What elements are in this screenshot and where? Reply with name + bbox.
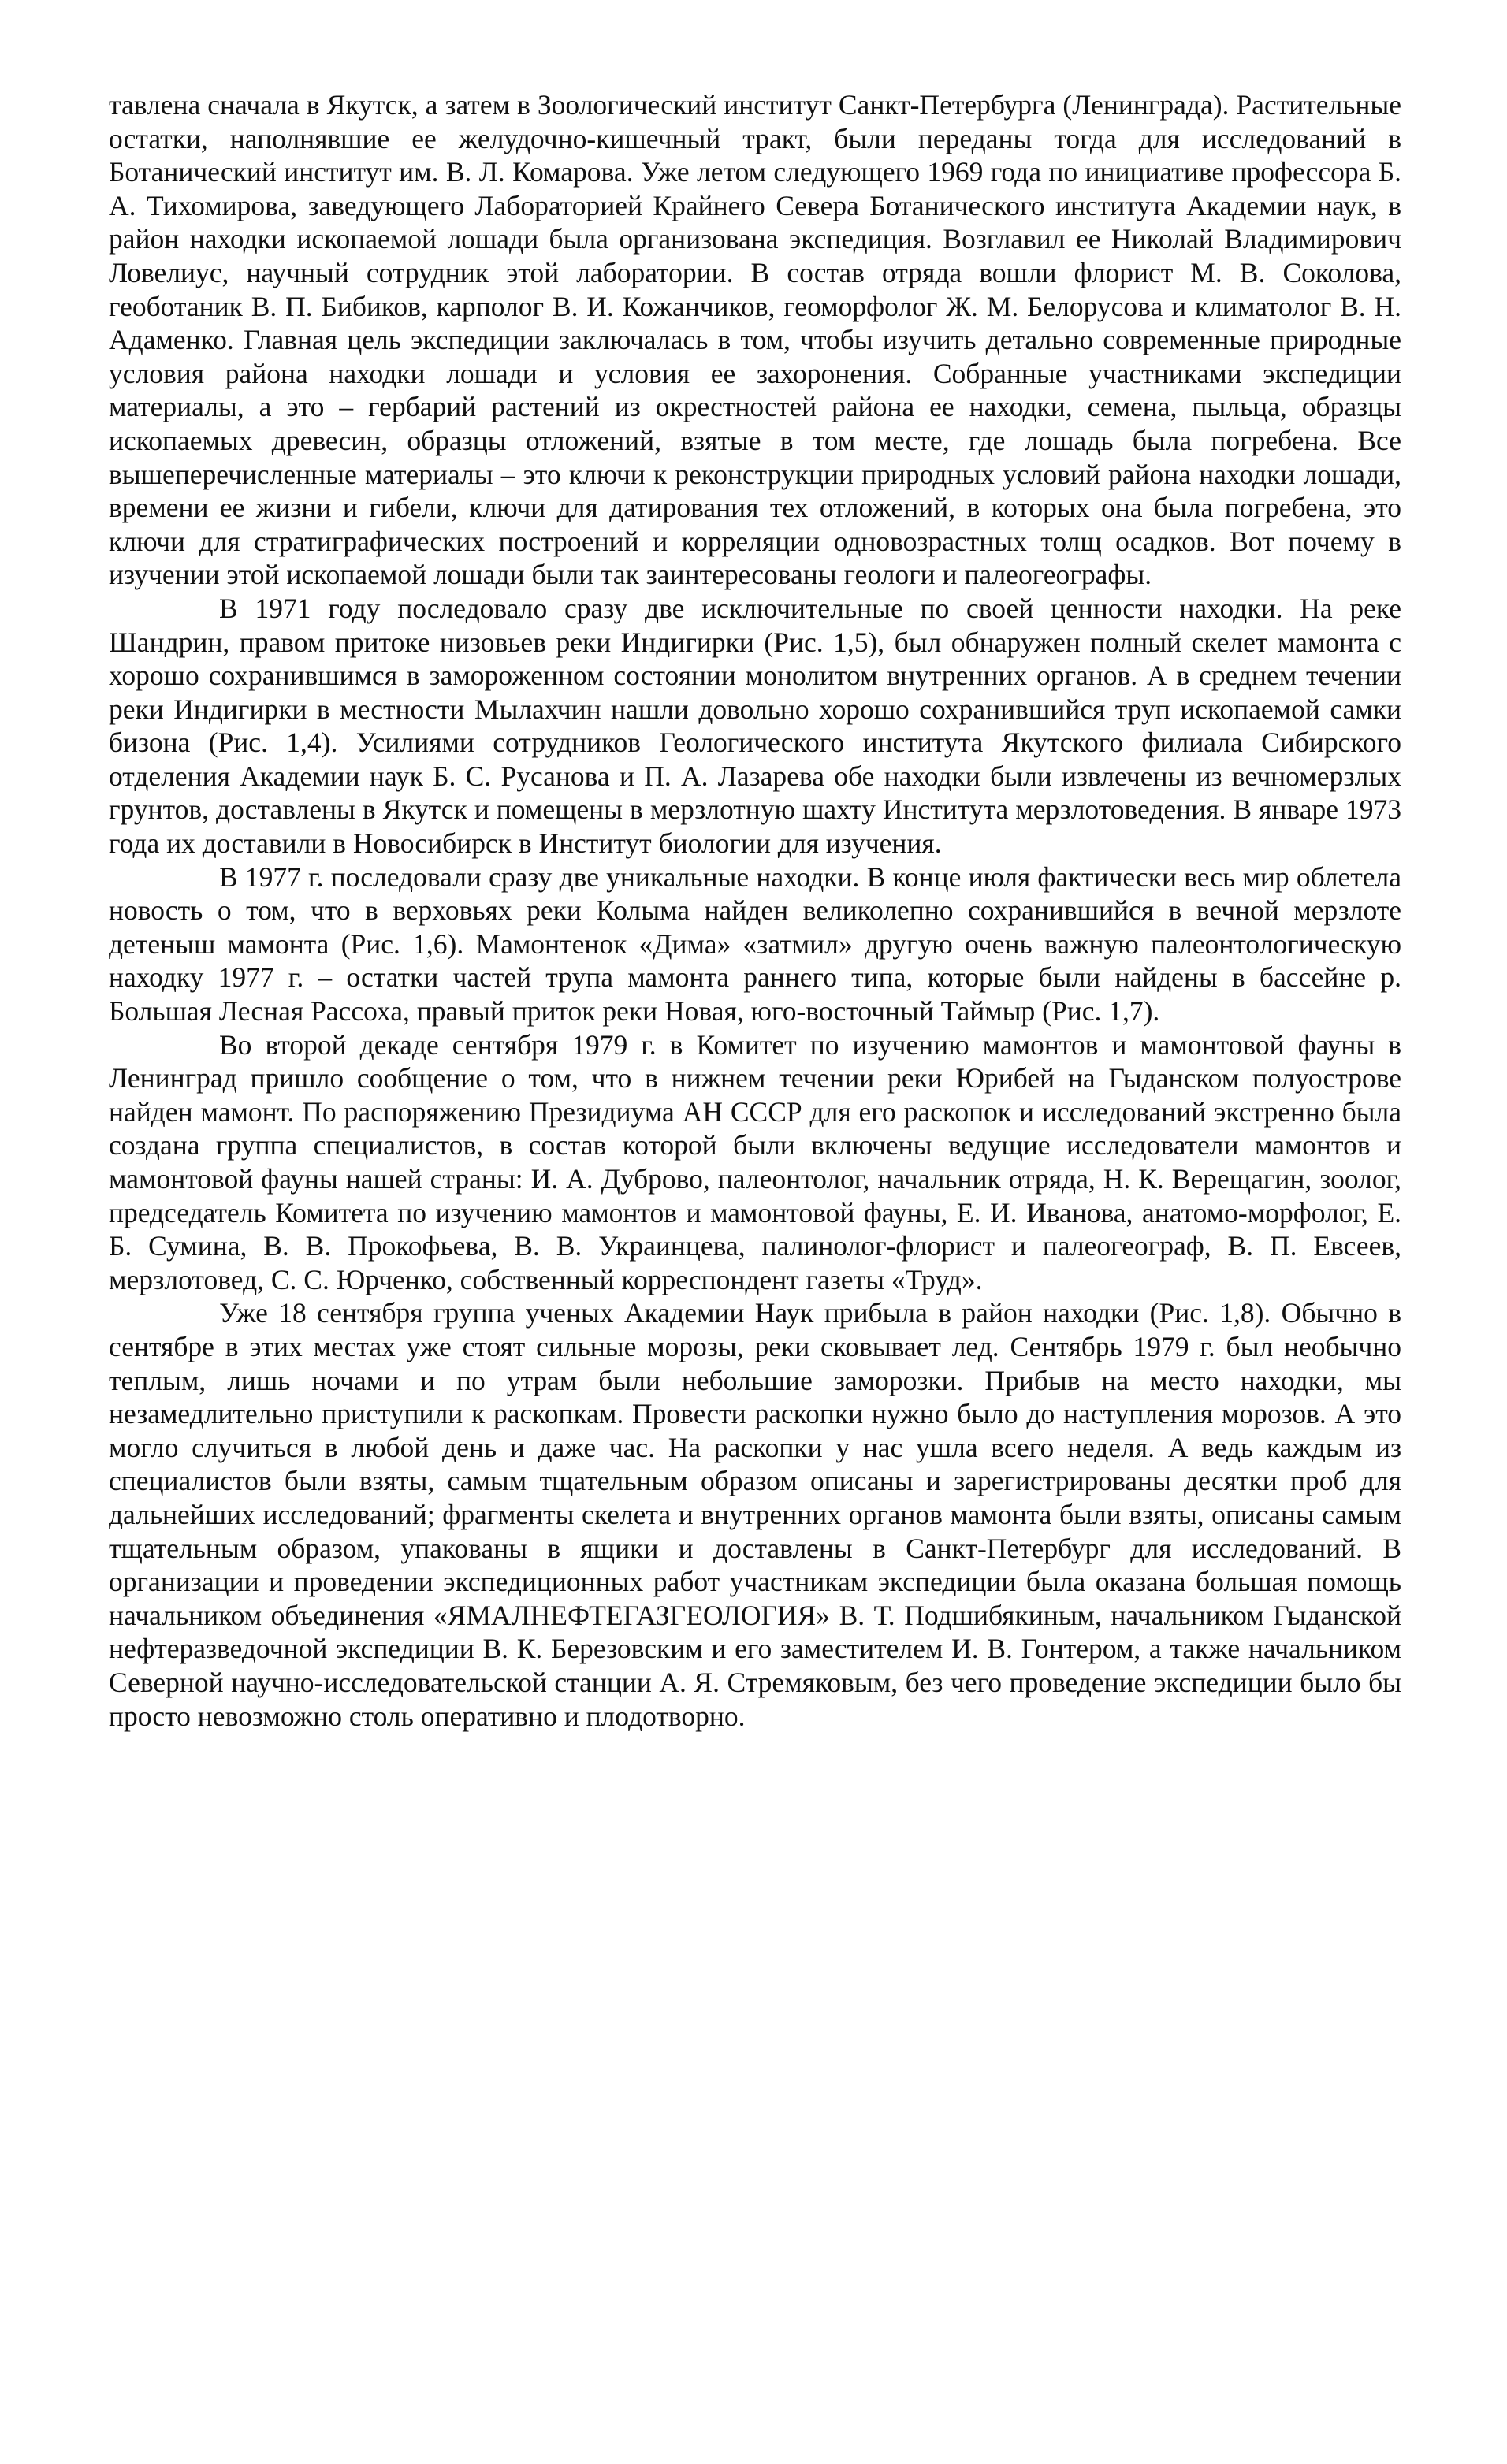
paragraph-1971-finds: В 1971 году последовало сразу две исключительные по своей ценности находки. На реке Шандрин, правом притоке низовьев реки Индигирки (Рис. 1,5), был обнаружен полный скелет мамонта с хорошо сохранившимся в замороженном состоянии монолитом внутренних органов. А в среднем течении реки Индигирки в местности Мылахчин нашли довольно хорошо сохранившийся труп ископаемой самки бизона (Рис. 1,4). Усилиями сотрудников Геологического института Якутского филиала Сибирского отделения Академии наук Б. С. Русанова и П. А. Лазарева обе находки были извлечены из вечномерзлых грунтов, доставлены в Якутск и помещены в мерзлотную шахту Института мерзлотоведения. В январе 1973 года их доставили в Новосибирск в Институт биологии для изучения. [109,592,1401,860]
paragraph-1977-finds: В 1977 г. последовали сразу две уникальные находки. В конце июля фактически весь мир облетела новость о том, что в верховьях реки Колыма найден великолепно сохранившийся в вечной мерзлоте детеныш мамонта (Рис. 1,6). Мамонтенок «Дима» «затмил» другую очень важную палеонтологическую находку 1977 г. – остатки частей трупа мамонта раннего типа, которые были найдены в бассейне р. Большая Лесная Рассоха, правый приток реки Новая, юго-восточный Таймыр (Рис. 1,7). [109,860,1401,1028]
paragraph-1979-yuribey: Во второй декаде сентября 1979 г. в Комитет по изучению мамонтов и мамонтовой фауны в Ленинград пришло сообщение о том, что в нижнем течении реки Юрибей на Гыданском полуострове найден мамонт. По распоряжению Президиума АН СССР для его раскопок и исследований экстренно была создана группа специалистов, в состав которой были включены ведущие исследователи мамонтов и мамонтовой фауны нашей страны: И. А. Дуброво, палеонтолог, начальник отряда, Н. К. Верещагин, зоолог, председатель Комитета по изучению мамонтов и мамонтовой фауны, Е. И. Иванова, анатомо-морфолог, Е. Б. Сумина, В. В. Прокофьева, В. В. Украинцева, палинолог-флорист и палеогеограф, В. П. Евсеев, мерзлотовед, С. С. Юрченко, собственный корреспондент газеты «Труд». [109,1028,1401,1295]
paragraph-excavation: Уже 18 сентября группа ученых Академии Наук прибыла в район находки (Рис. 1,8). Обычно в сентябре в этих местах уже стоят сильные морозы, реки сковывает лед. Сентябрь 1979 г. был необычно теплым, лишь ночами и по утрам были небольшие заморозки. Прибыв на место находки, мы незамедлительно приступили к раскопкам. Провести раскопки нужно было до наступления морозов. А это могло случиться в любой день и даже час. На раскопки у нас ушла всего неделя. А ведь каждым из специалистов были взяты, самым тщательным образом описаны и зарегистрированы десятки проб для дальнейших исследований; фрагменты скелета и внутренних органов мамонта были взяты, описаны самым тщательным образом, упакованы в ящики и доставлены в Санкт-Петербург для исследований. В организации и проведении экспедиционных работ участникам экспедиции была оказана большая помощь начальником объединения «ЯМАЛНЕФТЕГАЗГЕОЛОГИЯ» В. Т. Подшибякиным, начальником Гыданской нефтеразведочной экспедиции В. К. Березовским и его заместителем И. В. Гонтером, а также начальником Северной научно-исследовательской станции А. Я. Стремяковым, без чего проведение экспедиции было бы просто невозможно столь оперативно и плодотворно. [109,1297,1401,1732]
paragraph-horse-expedition: тавлена сначала в Якутск, а затем в Зоологический институт Санкт-Петербурга (Ленинграда). Растительные остатки, наполнявшие ее желудочно-кишечный тракт, были переданы тогда для исследований в Ботанический институт им. В. Л. Комарова. Уже летом следующего 1969 года по инициативе профессора Б. А. Тихомирова, заведующего Лабораторией Крайнего Севера Ботанического института Академии наук, в район находки ископаемой лошади была организована экспедиция. Возглавил ее Николай Владимирович Ловелиус, научный сотрудник этой лаборатории. В состав отряда вошли флорист М. В. Соколова, геоботаник В. П. Бибиков, карполог В. И. Кожанчиков, геоморфолог Ж. М. Белорусова и климатолог В. Н. Адаменко. Главная цель экспедиции заключалась в том, чтобы изучить детально современные природные условия района находки лошади и условия ее захоронения. Собранные участниками экспедиции материалы, а это – гербарий растений из окрестностей района ее находки, семена, пыльца, образцы ископаемых древесин, образцы отложений, взятые в том месте, где лошадь была погребена. Все вышеперечисленные материалы – это ключи к реконструкции природных условий района находки лошади, времени ее жизни и гибели, ключи для датирования тех отложений, в которых она была погребена, это ключи для стратиграфических построений и корреляции одновозрастных толщ осадков. Вот почему в изучении этой ископаемой лошади были так заинтересованы геологи и палеогеографы. [109,89,1401,591]
document-page [109,88,1401,1733]
